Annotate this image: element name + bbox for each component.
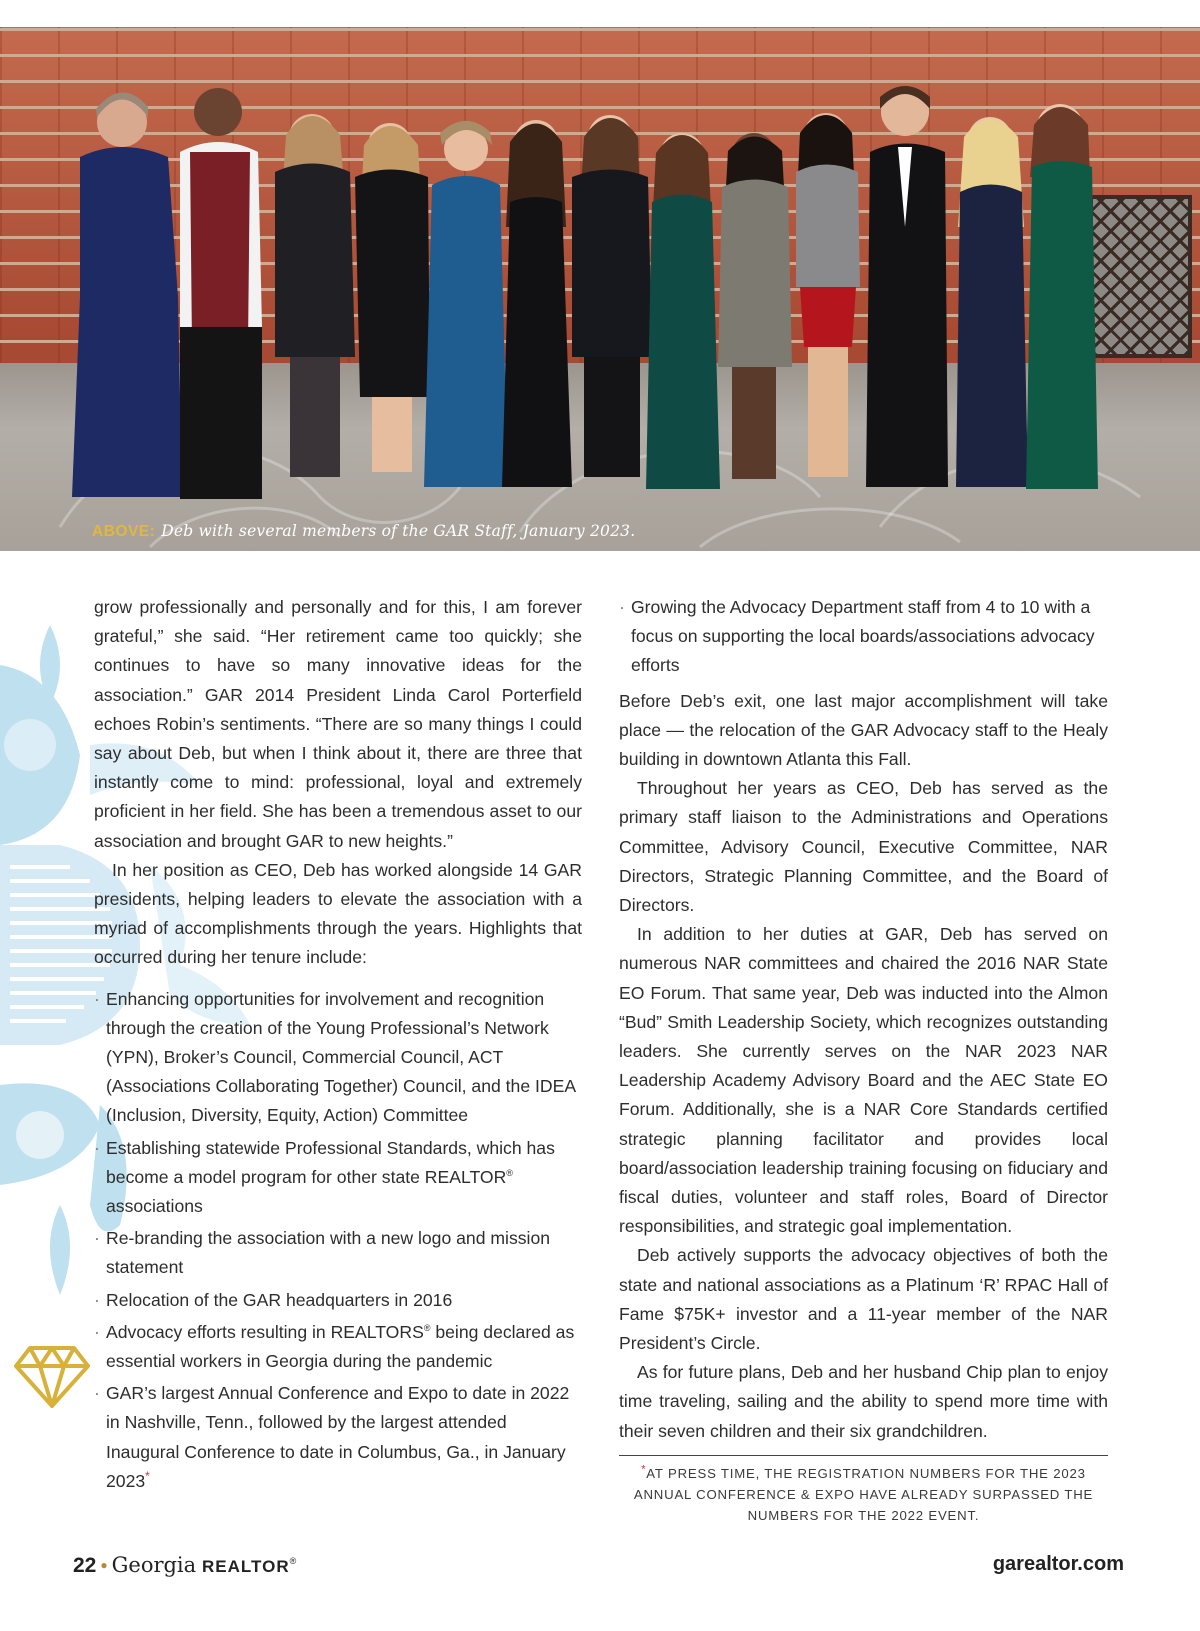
highlights-list-continued xyxy=(619,593,1108,681)
list-item: · Establishing statewide Professional Standards, which has become a model program for other state REALTOR® associations xyxy=(94,1137,555,1217)
article-left-column xyxy=(94,593,582,1499)
list-item: · Advocacy efforts resulting in REALTORS® being declared as essential workers in Georgia during the pandemic xyxy=(94,1321,575,1372)
staff-group-figures xyxy=(0,27,1200,551)
diamond-icon xyxy=(12,1344,92,1410)
list-item: · Growing the Advocacy Department staff from 4 to 10 with a focus on supporting the local boards/associations advocacy efforts xyxy=(619,597,1095,676)
list-item: · Enhancing opportunities for involvement and recognition through the creation of the Young Professional’s Network (YPN), Broker’s Council, Commercial Council, ACT (Associations Collaborating Together) Council, and the IDEA (Inclusion, Diversity, Equity, Action) Committee xyxy=(94,988,576,1126)
list-item: · Re-branding the association with a new logo and mission statement xyxy=(94,1228,551,1278)
person-figure xyxy=(866,86,948,487)
article-paragraph: In her position as CEO, Deb has worked alongside 14 GAR presidents, helping leaders to elevate the association with a myriad of accomplishments through the years. Highlights that occurred during her tenure include: xyxy=(94,859,582,968)
list-item: · Relocation of the GAR headquarters in 2016 xyxy=(94,1289,453,1310)
staff-photo xyxy=(0,27,1200,551)
person-figure xyxy=(180,88,262,499)
registered-mark: ® xyxy=(289,1556,297,1566)
person-figure xyxy=(275,114,355,477)
footnote xyxy=(619,1463,1108,1526)
person-figure xyxy=(355,123,430,472)
article-paragraph: As for future plans, Deb and her husband Chip plan to enjoy time traveling, sailing and the ability to spend more time with their seven children and their six grandchildren. xyxy=(619,1362,1108,1441)
article-paragraph: In addition to her duties at GAR, Deb has served on numerous NAR committees and chaired the 2016 NAR State EO Forum. That same year, Deb was inducted into the Almon “Bud” Smith Leadership Society, which recognizes outstanding leaders. She currently serves on the NAR 2023 NAR Leadership Academy Advisory Board and the AEC State EO Forum. Additionally, she is a NAR Core Standards certified strategic planning facilitator and provides local board/association leadership training focusing on fiduciary and fiscal duties, volunteer and staff roles, Board of Director responsibilities, and strategic goal implementation. xyxy=(619,924,1108,1237)
article-paragraph: Before Deb’s exit, one last major accomplishment will take place — the relocation of the GAR Advocacy staff to the Healy building in downtown Atlanta this Fall. xyxy=(619,690,1108,770)
person-figure xyxy=(718,133,792,479)
footnote-text: AT PRESS TIME, THE REGISTRATION NUMBERS FOR THE 2023 ANNUAL CONFERENCE & EXPO HAVE ALREADY SURPASSED THE NUMBERS FOR THE 2022 EVENT. xyxy=(633,1466,1094,1523)
footnote-divider xyxy=(619,1455,1108,1456)
person-figure xyxy=(796,113,860,477)
magazine-name: Georgia xyxy=(111,1553,197,1577)
article-paragraph: Deb actively supports the advocacy objectives of both the state and national associations as a Platinum ‘R’ RPAC Hall of Fame $75K+ investor and a 11-year member of the NAR President’s Circle. xyxy=(619,1245,1108,1354)
photo-caption xyxy=(92,522,635,541)
article-right-column xyxy=(619,593,1108,1446)
registered-mark: ® xyxy=(423,1323,431,1334)
footnote-asterisk: * xyxy=(145,1469,150,1484)
person-figure xyxy=(72,92,182,497)
page-footer-left xyxy=(73,1553,296,1578)
highlights-list xyxy=(94,985,582,1496)
person-figure xyxy=(956,117,1028,487)
person-figure xyxy=(1026,104,1098,489)
person-figure xyxy=(572,115,652,477)
registered-mark: ® xyxy=(506,1168,513,1178)
article-paragraph: grow professionally and personally and for this, I am forever grateful,” she said. “Her retirement came too quickly; she continues to have so many innovative ideas for the association.” GAR 2014 President Linda Carol Porterfield echoes Robin’s sentiments. “There are so many things I could say about Deb, but when I think about it, there are three that instantly come to mind: professional, loyal and extremely proficient in her field. She has been a tremendous asset to our association and brought GAR to new heights.” xyxy=(94,597,582,851)
person-figure xyxy=(646,133,720,489)
footnote-asterisk: * xyxy=(641,1463,647,1476)
article-paragraph: Throughout her years as CEO, Deb has served as the primary staff liaison to the Administrations and Operations Committee, Advisory Council, Executive Committee, NAR Directors, Strategic Planning Committee, and the Board of Directors. xyxy=(619,778,1108,916)
page-number: 22 xyxy=(73,1554,97,1577)
person-figure xyxy=(424,121,508,487)
person-figure xyxy=(502,120,572,487)
website-url: garealtor.com xyxy=(992,1553,1124,1575)
list-item: · GAR’s largest Annual Conference and Expo to date in 2022 in Nashville, Tenn., followed by the largest attended Inaugural Conference to date in Columbus, Ga., in January 2023* xyxy=(94,1383,570,1491)
caption-text: Deb with several members of the GAR Staff, January 2023. xyxy=(161,522,636,540)
magazine-name-realtor: REALTOR xyxy=(202,1557,290,1576)
caption-lead: ABOVE: xyxy=(92,523,156,540)
footer-separator: ● xyxy=(100,1558,108,1572)
